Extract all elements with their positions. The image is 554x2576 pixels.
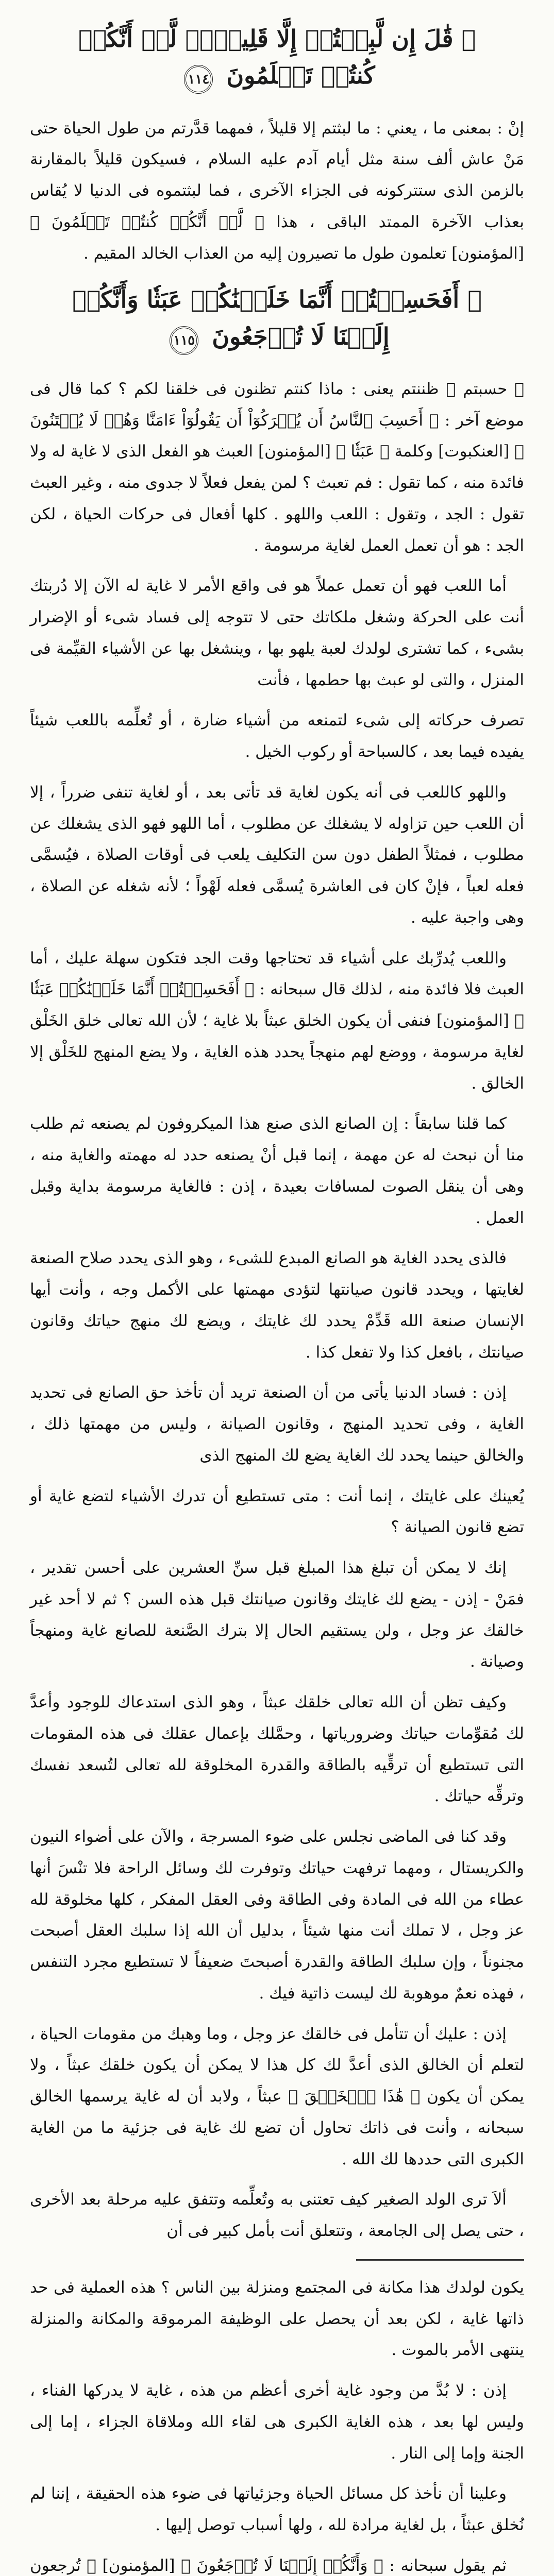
paragraph: إذن : عليك أن تتأمل فى خالقك عز وجل ، وما وهبك من مقومات الحياة ، لتعلم أن الخالق الذى أعدَّ لك كل هذا لا يمكن أن يكون خلقك عبثاً ، ولا يمكن أن يكون ﴿ هَٰذَا ٱلۡخَلۡقَ ﴾ عبثاً ، ولابد أن له غاية يرسمها الخالق سبحانه ، وأنت فى ذاتك تحاول أن تضع لك غاية فى جزئية ما من الغاية الكبرى التى حددها لك الله . xyxy=(30,2024,524,2168)
paragraph: فالذى يحدد الغاية هو الصانع المبدع للشىء ، وهو الذى يحدد صلاح الصنعة لغايتها ، ويحدد قانون صيانتها لتؤدى مهمتها على الأكمل وجه ، وأنت أيها الإنسان صنعة الله قَدِّمْ يحدد لك غايتك ، ويضع لك منهج حياتك وقانون صيانتك ، بافعل كذا ولا تفعل كذا . xyxy=(30,1249,524,1362)
paragraph: وعلينا أن نأخذ كل مسائل الحياة وجزئياتها فى ضوء هذه الحقيقة ، إننا لم نُخلق عبثاً ، بل لغاية مرادة لله ، ولها أسباب توصل إليها . xyxy=(30,2484,524,2535)
verse-text: كُنتُمۡ تَعۡلَمُونَ xyxy=(226,61,375,90)
paragraph: إذن : لا بُدَّ من وجود غاية أخرى أعظم من هذه ، غاية لا يدركها الفناء ، وليس لها بعد ، هذه الغاية الكبرى هى لقاء الله وملاقاة الجزاء ، إما إلى الجنة وإما إلى النار . xyxy=(30,2381,524,2463)
verse-line: ﴿ قَٰلَ إِن لَّبِثۡتُمۡ إِلَّا قَلِيلٗاۖ لَّوۡ أَنَّكُمۡ xyxy=(78,25,476,53)
verse-line: ﴿ أَفَحَسِبۡتُمۡ أَنَّمَا خَلَقۡنَٰكُمۡ عَبَثٗا وَأَنَّكُمۡ xyxy=(72,285,482,314)
verse-line xyxy=(66,318,489,355)
paragraph: يُعينك على غايتك ، إنما أنت : متى تستطيع أن تدرك الأشياء لتضع غاية أو تضع قانون الصيانة ؟ xyxy=(30,1486,524,1537)
paragraph: واللعب يُدرِّبك على أشياء قد تحتاجها وقت الجد فتكون سهلة عليك ، أما العبث فلا فائدة منه ، لذلك قال سبحانه : ﴿ أَفَحَسِبۡتُمۡ أَنَّمَا خَلَقۡنَٰكُمۡ عَبَثٗا ﴾ [المؤمنون] فنفى أن يكون الخلق عبثاً بلا غاية ؛ لأن الله تعالى خلق الخَلْق لغاية مرسومة ، ووضع لهم منهجاً يحدد هذه الغاية ، ولا يضع المنهج للخَلْق إلا الخالق . xyxy=(30,948,524,1093)
section-divider xyxy=(356,2259,524,2261)
paragraph: أما اللعب فهو أن تعمل عملاً هو فى واقع الأمر لا غاية له الآن إلا دُربتك أنت على الحركة وشغل ملكاتك حتى لا تتوجه إلى فساد شىء أو الإضرار بشىء ، كما تشترى لولدك لعبة يلهو بها ، وينشغل بها عن الأشياء القيِّمة فى المنزل ، والتى لو عبث بها حطمها ، فأنت xyxy=(30,577,524,689)
paragraph: تصرف حركاته إلى شىء لتمنعه من أشياء ضارة ، أو تُعلِّمه باللعب شيئاً يفيده فيما بعد ، كالسباحة أو ركوب الخيل . xyxy=(30,711,524,761)
paragraph: ألاَ ترى الولد الصغير كيف تعتنى به وتُعلِّمه وتتفق عليه مرحلة بعد الأخرى ، حتى يصل إلى الجامعة ، وتتعلق أنت بأمل كبير فى أن xyxy=(30,2190,524,2241)
verse-line xyxy=(66,57,489,94)
ayah-number-badge: ١١٥ xyxy=(170,326,198,355)
paragraph: وقد كنا فى الماضى نجلس على ضوء المسرجة ، والآن على أضواء النيون والكريستال ، ومهما ترفهت حياتك وتوفرت لك وسائل الراحة فلا تنْسَ أنها عطاء من الله فى المادة وفى الطاقة وفى العقل المفكر ، كلها مخلوقة لله عز وجل ، لا تملك أنت منها شيئاً ، بدليل أن الله إذا سلبك العقل أصبحت مجنوناً ، وإن سلبك الطاقة والقدرة أصبحتَ ضعيفاً لا تستطيع مجرد التنفس ، فهذه نعمٌ موهوبة لك ليست ذاتية فيك . xyxy=(30,1827,524,2003)
paragraph: يكون لولدك هذا مكانة فى المجتمع ومنزلة بين الناس ؟ هذه العملية فى حد ذاتها غاية ، لكن بعد أن يحصل على الوظيفة المرموقة والمكانة والمنزلة ينتهى الأمر بالموت . xyxy=(30,2278,524,2360)
verse-heading-115 xyxy=(61,278,494,360)
paragraph: وكيف تظن أن الله تعالى خلقك عبثاً ، وهو الذى استدعاك للوجود وأعدَّ لك مُقوِّمات حياتك وضرورياتها ، وحمَّلك بإعمال عقلك فى هذه المقومات التى تستطيع أن ترقِّيه بالطاقة والقدرة المخلوقة لله تعالى لتُسعد نفسك وترقِّه حياتك . xyxy=(30,1693,524,1806)
paragraph: ﴿ حسبتم ﴾ ظننتم يعنى : ماذا كنتم تظنون فى خلقنا لكم ؟ كما قال فى موضع آخر : ﴿ أَحَسِبَ ٱلنَّاسُ أَن يُتۡرَكُوٓاْ أَن يَقُولُوٓاْ ءَامَنَّا وَهُمۡ لَا يُفۡتَنُونَ ﴾ [العنكبوت] وكلمة ﴿ عَبَثٗا ﴾ [المؤمنون] العبث هو الفعل الذى لا غاية له ولا فائدة منه ، كما تقول : فم تعبث ؟ لمن يفعل فعلاً لا جدوى منه ، وغير العبث تقول : الجد ، وتقول : اللعب واللهو . كلها أفعال فى حركات الحياة ، لكن الجد : هو أن تعمل العمل لغاية مرسومة . xyxy=(30,379,524,555)
paragraph: إنك لا يمكن أن تبلغ هذا المبلغ قبل سنِّ العشرين على أحسن تقدير ، فمَنْ - إذن - يضع لك غايتك وقانون صيانتك قبل هذه السن ؟ ثم لا أحد غير خالقك عز وجل ، ولن يستقيم الحال إلا بترك الصَّنعة للصانع غاية ومنهجاً وصيانة . xyxy=(30,1558,524,1671)
paragraph: واللهو كاللعب فى أنه يكون لغاية قد تأتى بعد ، أو لغاية تنفى ضرراً ، إلا أن اللعب حين تزاوله لا يشغلك عن مطلوب ، أما اللهو فهو الذى يشغلك عن مطلوب ، فمثلاً الطفل دون سن التكليف يلعب فى أوقات الصلاة ، فيُسمَّى فعله لعباً ، فإنْ كان فى العاشرة يُسمَّى فعله لَهْواً ؛ لأنه شغله عن الصلاة ، وهى واجبة عليه . xyxy=(30,783,524,927)
paragraph: إنْ : بمعنى ما ، يعني : ما لبثتم إلا قليلاً ، فمهما قدَّرتم من طول الحياة حتى مَنْ عاش ألف سنة مثل أيام آدم عليه السلام ، فسيكون قليلاً بالمقارنة بالزمن الذى ستتركونه فى الجزاء الآخرى ، فما لبثتموه فى الدنيا لا يُقاس بعذاب الآخرة الممتد الباقى ، هذا ﴿ لَّوۡ أَنَّكُمۡ كُنتُمۡ تَعۡلَمُونَ ﴾ [المؤمنون] تعلمون طول ما تصيرون إليه من العذاب الخالد المقيم . xyxy=(30,118,524,263)
paragraph: ثم يقول سبحانه : ﴿ وَأَنَّكُمۡ إِلَيۡنَا لَا تُرۡجَعُونَ ﴾ [المؤمنون] ﴿ تُرجعون xyxy=(30,2556,507,2575)
verse-text: إِلَيۡنَا لَا تُرۡجَعُونَ xyxy=(212,322,390,350)
ayah-number-badge: ١١٤ xyxy=(184,65,213,94)
verse-heading-114 xyxy=(61,18,494,99)
paragraph: كما قلنا سابقاً : إن الصانع الذى صنع هذا الميكروفون لم يصنعه ثم طلب منا أن نبحث له عن مهمة ، إنما قبل أنْ يصنعه حدد له مهمته والغاية منه ، وهى أن ينقل الصوت لمسافات بعيدة ، إذن : فالغاية مرسومة بداية وقبل العمل . xyxy=(30,1114,524,1227)
paragraph: إذن : فساد الدنيا يأتى من أن الصنعة تريد أن تأخذ حق الصانع فى تحديد الغاية ، وفى تحديد المنهج ، وقانون الصيانة ، وليس من مهمتها ذلك ، والخالق حينما يحدد لك الغاية يضع لك المنهج الذى xyxy=(30,1383,524,1465)
